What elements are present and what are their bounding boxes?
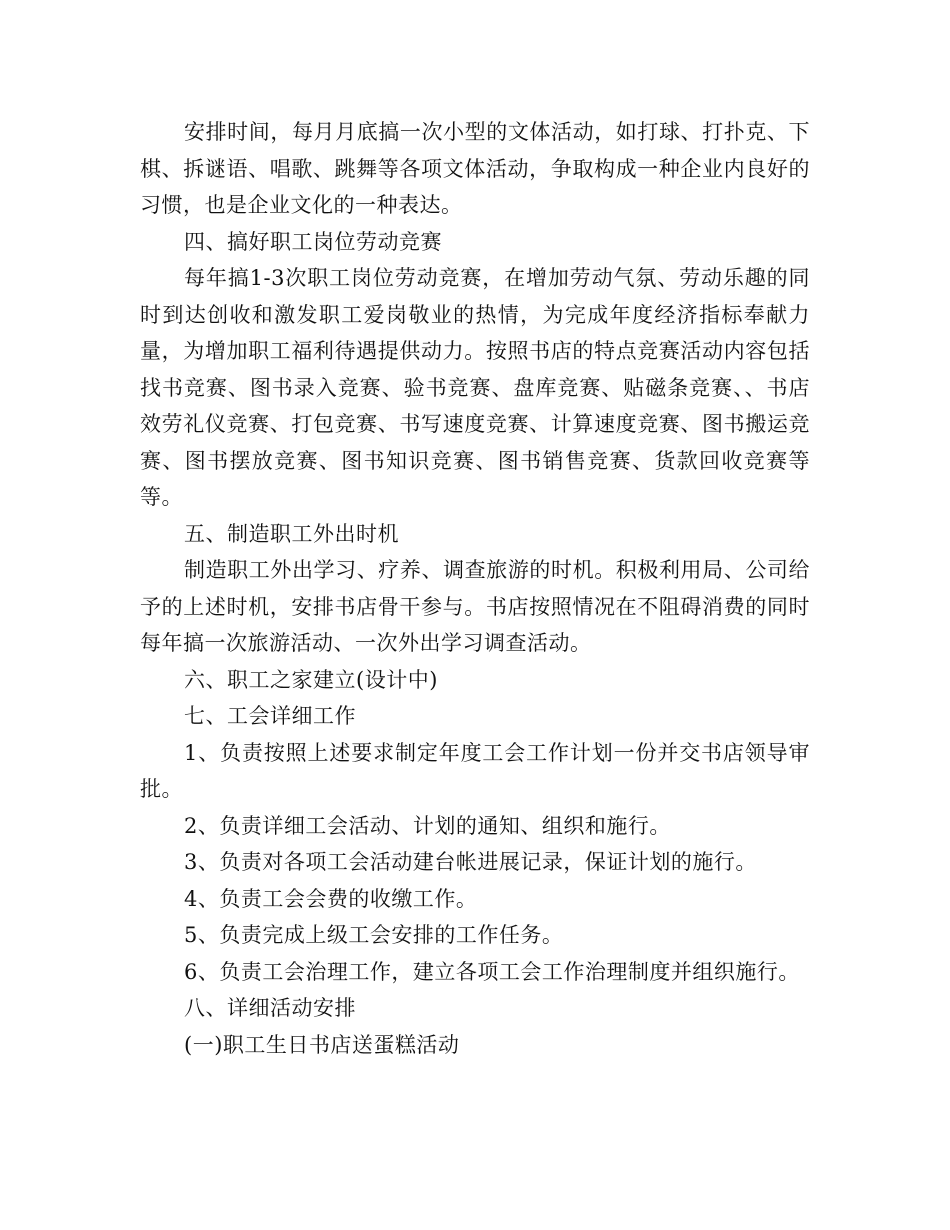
- document-body: [140, 114, 810, 1063]
- section-heading: 四、搞好职工岗位劳动竞赛: [184, 229, 442, 254]
- list-item: 4、负责工会会费的收缴工作。: [184, 886, 478, 911]
- section-heading: 六、职工之家建立(设计中): [184, 667, 438, 692]
- body-paragraph: 安排时间，每月月底搞一次小型的文体活动，如打球、打扑克、下棋、拆谜语、唱歌、跳舞等各项文体活动，争取构成一种企业内良好的习惯，也是企业文化的一种表达。: [140, 120, 810, 217]
- section-heading: 五、制造职工外出时机: [184, 521, 399, 546]
- list-item: 5、负责完成上级工会安排的工作任务。: [184, 923, 564, 947]
- list-item: 1、负责按照上述要求制定年度工会工作计划一份并交书店领导审批。: [140, 740, 810, 801]
- list-item: 6、负责工会治理工作，建立各项工会工作治理制度并组织施行。: [184, 959, 800, 984]
- body-paragraph: 制造职工外出学习、疗养、调查旅游的时机。积极利用局、公司给予的上述时机，安排书店骨干参与。书店按照情况在不阻碍消费的同时每年搞一次旅游活动、一次外出学习调查活动。: [140, 558, 810, 655]
- section-heading: 七、工会详细工作: [184, 704, 356, 728]
- subsection-heading: (一)职工生日书店送蛋糕活动: [184, 1032, 460, 1057]
- body-paragraph: 每年搞1-3次职工岗位劳动竞赛，在增加劳动气氛、劳动乐趣的同时到达创收和激发职工爱岗敬业的热情，为完成年度经济指标奉献力量，为增加职工福利待遇提供动力。按照书店的特点竞赛活动内容包括找书竞赛、图书录入竞赛、验书竞赛、盘库竞赛、贴磁条竞赛、、书店效劳礼仪竞赛、打包竞赛、书写速度竞赛、计算速度竞赛、图书搬运竞赛、图书摆放竞赛、图书知识竞赛、图书销售竞赛、货款回收竞赛等等。: [140, 266, 810, 509]
- list-item: 2、负责详细工会活动、计划的通知、组织和施行。: [184, 813, 671, 838]
- section-heading: 八、详细活动安排: [184, 996, 356, 1020]
- list-item: 3、负责对各项工会活动建台帐进展记录，保证计划的施行。: [184, 850, 757, 874]
